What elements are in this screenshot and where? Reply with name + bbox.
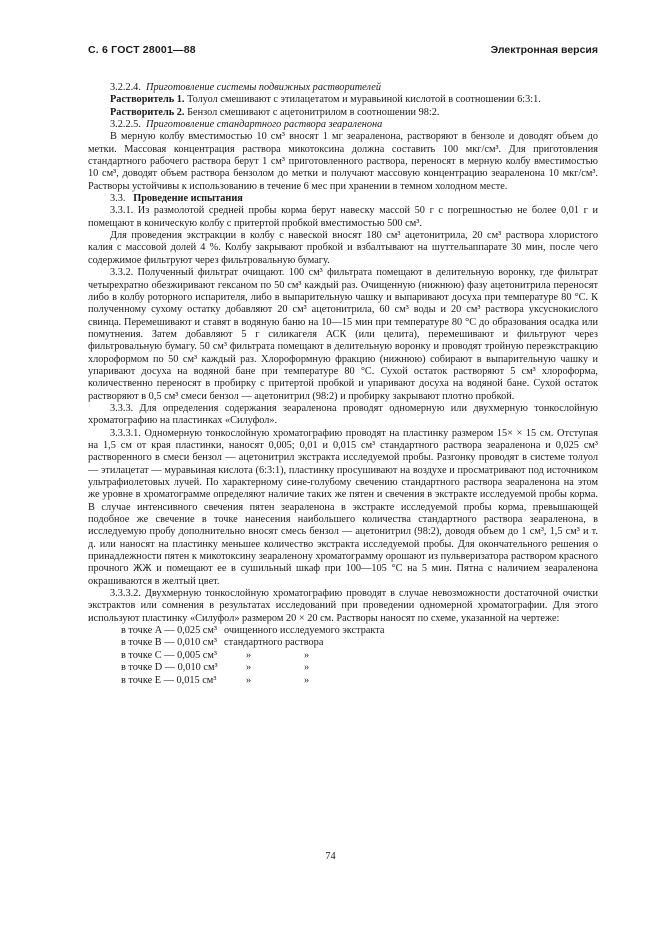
- ditto-mark: »: [246, 662, 252, 674]
- solvent-2-paragraph: [88, 107, 598, 119]
- document-page: [88, 44, 598, 687]
- application-points-list: [88, 625, 598, 687]
- section-number: 3.2.2.5.: [110, 119, 141, 131]
- section-title: Приготовление системы подвижных растворителей: [146, 82, 381, 93]
- section-number: 3.2.2.4.: [110, 82, 141, 93]
- solvent-2-text: Бензол смешивают с ацетонитрилом в соотношении 98:2.: [184, 106, 440, 118]
- solvent-1-paragraph: [88, 94, 598, 106]
- solvent-1-label: Растворитель 1.: [110, 94, 185, 106]
- ditto-mark: »: [246, 674, 252, 686]
- section-number: 3.3.: [110, 193, 126, 205]
- point-amount: в точке D — 0,010 см³: [121, 662, 218, 674]
- list-item: [88, 625, 598, 637]
- section-title: Проведение испытания: [133, 193, 243, 205]
- ditto-mark: »: [304, 674, 310, 686]
- section-3-3-2-paragraph: 3.3.2. Полученный фильтрат очищают. 100 см³ фильтрата помещают в делительную воронку, где фильтрат четырехратно обезжиривают гексаном по 50 см³ каждый раз. Очищенную (нижнюю) фазу ацетонитрила переносят либо в колбу роторного испарителя, либо в выпарительную чашку и выпаривают досуха при температуре 80 °С. К полученному сухому остатку добавляют 20 см³ ацетонитрила, 60 см³ воды и 20 см³ раствора уксуснокислого свинца. Перемешивают и ставят в водяную баню на 10—15 мин при температуре 80 °С до образования осадка или помутнения. Затем добавляют 5 г силикагеля АСК (или целита), перемешивают и фильтруют через фильтровальную бумагу. 50 см³ фильтрата помещают в делительную воронку и проводят тройную переэкстракцию хлороформом по 50 см³ каждый раз. Хлороформную фракцию (нижнюю) собирают в выпарительную чашку и упаривают досуха на водяной бане при температуре 80 °С. Сухой остаток растворяют 5 см³ хлороформа, количественно переносят в пробирку с притертой пробкой и упаривают досуха на водяной бане. Сухой остаток растворяют в 0,5 см³ смеси бензол — ацетонитрил (98:2) и пробирку закрывают плотно пробкой.: [88, 267, 598, 402]
- list-item: [88, 650, 598, 662]
- header-version-label: Электронная версия: [490, 44, 598, 56]
- section-3-3-3-paragraph: 3.3.3. Для определения содержания зеараленона проводят одномерную или двухмерную тонкослойную хроматографию на пластинках «Силуфол».: [88, 402, 598, 427]
- point-description: стандартного раствора: [224, 637, 324, 649]
- solvent-1-text: Толуол смешивают с этилацетатом и муравьиной кислотой в соотношении 6:3:1.: [184, 94, 541, 106]
- point-amount: в точке B — 0,010 см³: [121, 637, 217, 649]
- page-header: [88, 44, 598, 56]
- section-3-2-2-5: [88, 119, 598, 131]
- point-amount: в точке C — 0,005 см³: [121, 649, 217, 661]
- section-3-3: [88, 193, 598, 205]
- solvent-2-label: Растворитель 2.: [110, 106, 185, 118]
- standard-solution-paragraph: В мерную колбу вместимостью 10 см³ вносят 1 мг зеараленона, растворяют в бензоле и доводят объем до метки. Массовая концентрация раствора микотоксина должна составить 100 мкг/см³. Для приготовления стандартного рабочего раствора берут 1 см³ приготовленного раствора, переносят в мерную колбу вместимостью 10 см³, доводят объем раствора бензолом до метки и получают массовую концентрацию зеараленона 10 мкг/см³. Растворы устойчивы к использованию в течение 6 мес при хранении в темном холодном месте.: [88, 131, 598, 192]
- point-amount: в точке A — 0,025 см³: [121, 625, 217, 637]
- extraction-paragraph: Для проведения экстракции в колбу с навеской вносят 180 см³ ацетонитрила, 20 см³ раствора хлористого калия с массовой долей 4 %. Колбу закрывают пробкой и взбалтывают на шуттельаппарате 30 мин, после чего содержимое фильтруют через фильтровальную бумагу.: [88, 230, 598, 266]
- list-item: [88, 675, 598, 687]
- point-description: очищенного исследуемого экстракта: [224, 625, 385, 637]
- ditto-mark: »: [246, 649, 252, 661]
- section-3-3-1-paragraph: 3.3.1. Из размолотой средней пробы корма берут навеску массой 50 г с погрешностью не более 0,01 г и помещают в коническую колбу с притертой пробкой вместимостью 500 см³.: [88, 205, 598, 229]
- page-number: 74: [325, 851, 336, 862]
- ditto-mark: »: [304, 649, 310, 661]
- section-title: Приготовление стандартного раствора зеараленона: [146, 119, 383, 131]
- header-standard-id: С. 6 ГОСТ 28001—88: [88, 44, 196, 56]
- section-3-3-3-2-paragraph: 3.3.3.2. Двухмерную тонкослойную хроматографию проводят в случае невозможности достаточной очистки экстрактов или сомнения в результатах исследований при проведении одномерной хроматографии. Для этого используют пластинку «Силуфол» размером 20 × 20 см. Растворы наносят по схеме, указанной на чертеже:: [88, 588, 598, 624]
- ditto-mark: »: [304, 662, 310, 674]
- section-3-3-3-1-paragraph: 3.3.3.1. Одномерную тонкослойную хроматографию проводят на пластинку размером 15× × 15 см. Отступая на 1,5 см от края пластинки, наносят 0,005; 0,01 и 0,015 см³ стандартного раствора зеараленона и 0,025 см³ растворенного в смеси бензол — ацетонитрил экстракта исследуемой пробы. Разгонку проводят в системе толуол — этилацетат — муравьиная кислота (6:3:1), пластинку просушивают на воздухе и просматривают под источником ультрафиолетовых лучей. По характерному сине-голубому свечению стандартного раствора зеараленона на этом же уровне в хроматограмме определяют наличие таких же пятен и свечения в экстракте исследуемой пробы корма. В случае интенсивного свечения пятен зеараленона в экстракте исследуемой пробы корма, превышающей подобное же свечение в точке нанесения наибольшего количества стандартного раствора зеараленона, в исследуемую пробу дополнительно вносят смесь бензол — ацетонитрил (98:2), доводя объем до 1 см³, 1,5 см³ и т. д. или наносят на пластинку меньшее количество экстракта исследуемой пробы. Для окончательного решения о принадлежности пятен к микотоксину зеараленону хроматограмму орошают из пульверизатора раствором красного прочного ЖЖ и помещают ее в сушильный шкаф при 100—105 °С на 5 мин. Пятна с наличием зеараленона окрашиваются в желтый цвет.: [88, 427, 598, 587]
- point-amount: в точке E — 0,015 см³: [121, 674, 217, 686]
- list-item: [88, 637, 598, 649]
- section-3-2-2-4: [88, 82, 598, 94]
- list-item: [88, 662, 598, 674]
